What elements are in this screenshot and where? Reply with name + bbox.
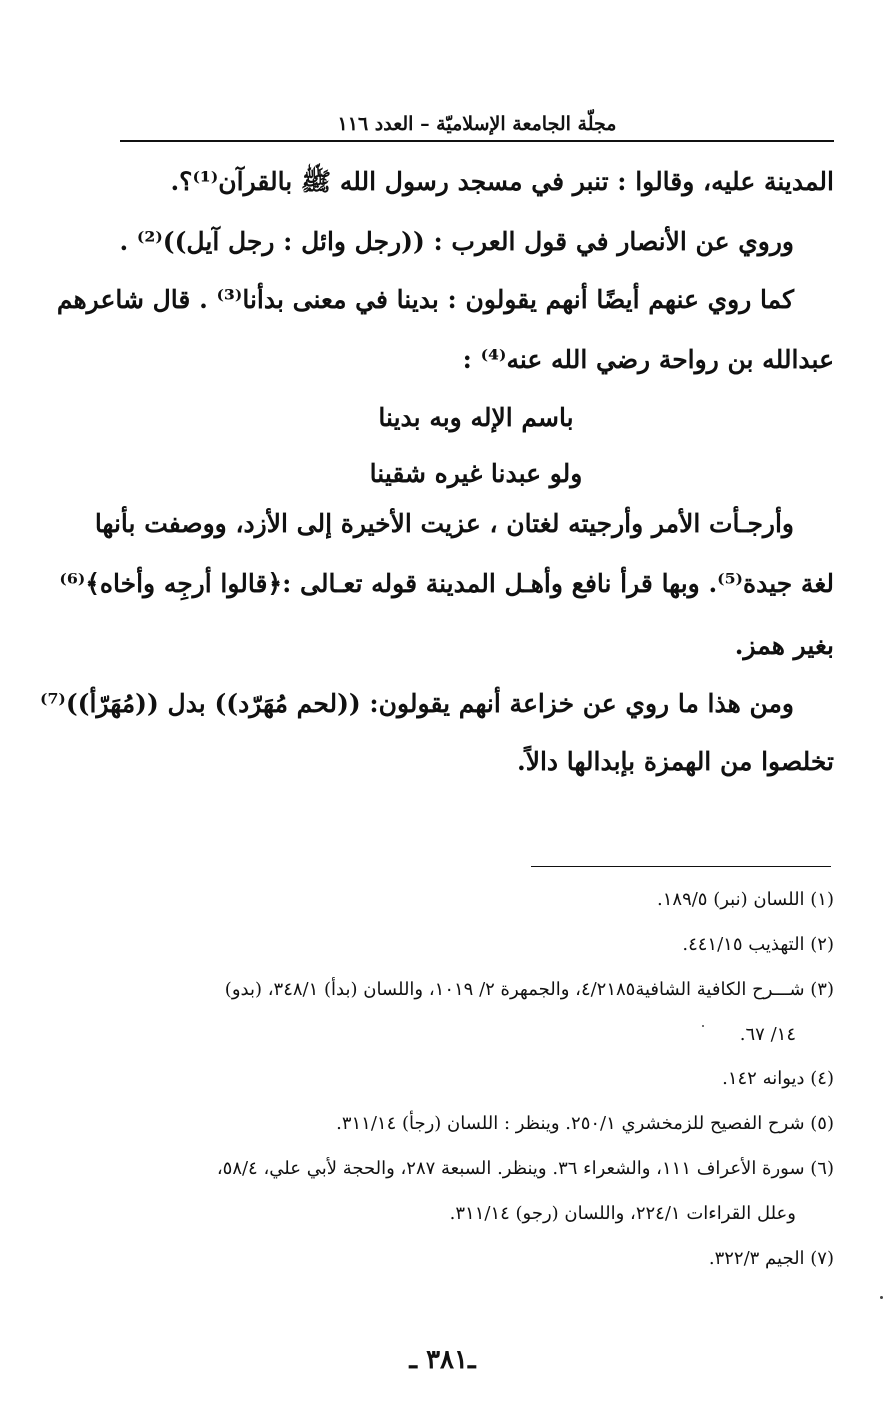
body-line-5: وأرجـأت الأمر وأرجيته لغتان ، عزيت الأخيرة إلى الأزد، ووصفت بأنها (94, 509, 794, 538)
page-number: ـ٣٨١ ـ (409, 1345, 476, 1375)
body-line-1: المدينة عليه، وقالوا : تنبر في مسجد رسول الله ﷺ بالقرآن⁽¹⁾؟. (170, 167, 834, 196)
body-line-9: تخلصوا من الهمزة بإبدالها دالاً. (517, 747, 834, 776)
footnote-5: (٥) شرح الفصيح للزمخشري ٢٥٠/١. وينظر : اللسان (رجأ) ٣١١/١٤. (336, 1113, 834, 1134)
footnote-3: (٣) شـــرح الكافية الشافية٤/٢١٨٥، والجمهرة ٢/ ١٠١٩، واللسان (بدأ) ٣٤٨/١، (بدو) (224, 979, 834, 1000)
poem-verse-1: باسم الإله وبه بدينا (378, 403, 574, 432)
footnote-4: (٤) ديوانه ١٤٢. (722, 1068, 834, 1089)
body-line-7: بغير همز. (734, 631, 834, 660)
poem-verse-2: ولو عبدنا غيره شقينا (369, 459, 583, 488)
body-line-6: لغة جيدة⁽⁵⁾. وبها قرأ نافع وأهـل المدينة قوله تعـالى :﴿قالوا أرجِه وأخاه﴾⁽⁶⁾ (59, 569, 834, 598)
header-rule (120, 140, 834, 142)
footnote-6: (٦) سورة الأعراف ١١١، والشعراء ٣٦. وينظر. السبعة ٢٨٧، والحجة لأبي علي، ٥٨/٤، (216, 1158, 834, 1179)
footnote-2: (٢) التهذيب ٤٤١/١٥. (682, 934, 834, 955)
journal-header: مجلّة الجامعة الإسلاميّة – العدد ١١٦ (337, 113, 617, 135)
footnote-1: (١) اللسان (نبر) ١٨٩/٥. (657, 889, 834, 910)
scan-speck (702, 1025, 704, 1027)
body-line-8: ومن هذا ما روي عن خزاعة أنهم يقولون: ((لحم مُهَرّد)) بدل ((مُهَرّأ))⁽⁷⁾ (40, 689, 794, 718)
footnote-7: (٧) الجيم ٣٢٢/٣. (708, 1248, 834, 1269)
scan-speck (880, 1296, 883, 1299)
footnote-6-continuation: وعلل القراءات ٢٢٤/١، واللسان (رجو) ٣١١/١٤. (449, 1203, 796, 1224)
body-line-2: وروي عن الأنصار في قول العرب : ((رجل وائل : رجل آيل))⁽²⁾ . (119, 227, 794, 256)
footnote-3-continuation: ١٤/ ٦٧. (739, 1024, 796, 1045)
footnote-separator (531, 866, 831, 867)
body-line-3: كما روي عنهم أيضًا أنهم يقولون : بدينا في معنى بدأنا⁽³⁾ . قال شاعرهم (56, 285, 794, 314)
body-line-4: عبدالله بن رواحة رضي الله عنه⁽⁴⁾ : (462, 345, 834, 374)
